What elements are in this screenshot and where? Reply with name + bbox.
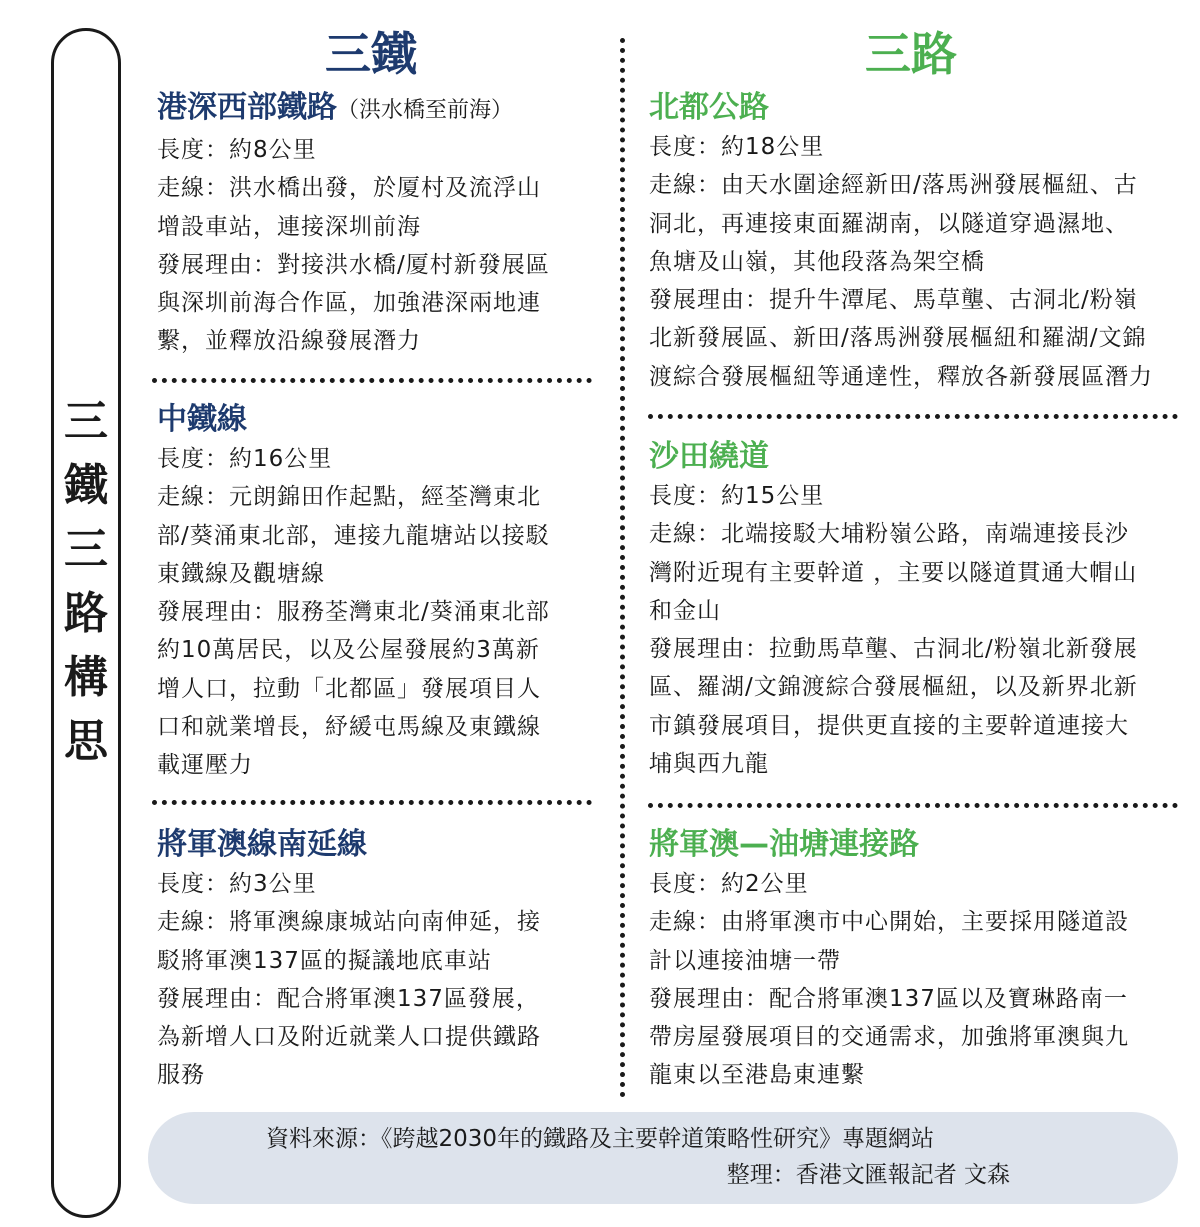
section-subtitle: （洪水橋至前海） — [337, 98, 514, 123]
source-footer — [148, 1112, 1178, 1204]
road-separator — [648, 803, 1178, 808]
section-line: 走線：洪水橋出發，於厦村及流浮山 — [157, 175, 541, 202]
section-title: 中鐵線 — [157, 402, 247, 437]
section-line: 發展理由：配合將軍澳137區發展， — [157, 985, 540, 1012]
section-line: 為新增人口及附近就業人口提供鐵路 — [157, 1024, 541, 1051]
section-line: 渡綜合發展樞紐等通達性，釋放各新發展區潛力 — [649, 363, 1153, 390]
section-line: 載運壓力 — [157, 752, 253, 779]
section-line: 增人口，拉動「北都區」發展項目人 — [157, 675, 541, 702]
section-line: 灣附近現有主要幹道 ，主要以隧道貫通大帽山 — [649, 559, 1138, 586]
side-title-char: 鐵 — [64, 460, 108, 511]
section-line: 口和就業增長，紓緩屯馬線及東鐵線 — [157, 714, 541, 741]
side-title-char: 三 — [64, 396, 108, 447]
section-line: 約10萬居民，以及公屋發展約3萬新 — [157, 637, 540, 664]
section-line: 魚塘及山嶺，其他段落為架空橋 — [649, 248, 985, 275]
section-line: 北新發展區、新田/落馬洲發展樞紐和羅湖/文錦 — [649, 325, 1147, 352]
section-line: 市鎮發展項目，提供更直接的主要幹道連接大 — [649, 712, 1129, 739]
section-line: 發展理由：拉動馬草壟、古洞北/粉嶺北新發展 — [649, 636, 1138, 663]
section-line: 發展理由：對接洪水橋/厦村新發展區 — [157, 251, 550, 278]
section-title: 北都公路 — [649, 90, 769, 125]
rail-section-central — [157, 400, 550, 785]
rail-separator — [152, 378, 592, 383]
section-line: 服務 — [157, 1062, 205, 1089]
section-line: 走線：元朗錦田作起點，經荃灣東北 — [157, 484, 541, 511]
section-line: 計以連接油塘一帶 — [649, 947, 841, 974]
section-line: 駁將軍澳137區的擬議地底車站 — [157, 947, 492, 974]
section-title: 將軍澳線南延線 — [157, 827, 367, 862]
section-line: 長度：約16公里 — [157, 446, 333, 472]
section-line: 增設車站，連接深圳前海 — [157, 213, 421, 240]
section-line: 發展理由：配合將軍澳137區以及寶琳路南一 — [649, 985, 1128, 1012]
rail-separator — [152, 800, 592, 805]
rail-section-west — [157, 88, 550, 361]
side-title-char: 構 — [64, 652, 108, 703]
section-line: 長度：約18公里 — [649, 134, 825, 160]
road-separator — [648, 414, 1178, 419]
section-line: 帶房屋發展項目的交通需求，加強將軍澳與九 — [649, 1024, 1129, 1051]
section-title: 港深西部鐵路 — [157, 90, 337, 125]
section-title: 沙田繞道 — [649, 439, 769, 474]
side-title-char: 路 — [64, 588, 108, 639]
section-line: 走線：由將軍澳市中心開始，主要採用隧道設 — [649, 909, 1129, 936]
section-line: 洞北，再連接東面羅湖南，以隧道穿過濕地、 — [649, 210, 1129, 237]
section-line: 發展理由：服務荃灣東北/葵涌東北部 — [157, 599, 550, 626]
section-line: 東鐵線及觀塘線 — [157, 560, 325, 587]
section-line: 龍東以至港島東連繫 — [649, 1062, 865, 1089]
section-line: 長度：約3公里 — [157, 871, 317, 897]
column-divider — [620, 38, 625, 1098]
side-title — [51, 390, 121, 774]
section-line: 與深圳前海合作區，加強港深兩地連 — [157, 290, 541, 317]
section-line: 長度：約8公里 — [157, 137, 317, 163]
road-section-tko-yautong — [649, 825, 1129, 1095]
source-text: 資料來源：《跨越2030年的鐵路及主要幹道策略性研究》專題網站 — [266, 1126, 935, 1152]
section-line: 和金山 — [649, 597, 721, 624]
side-title-char: 三 — [64, 524, 108, 575]
section-title: 將軍澳—油塘連接路 — [649, 827, 919, 862]
road-section-northern — [649, 88, 1153, 396]
section-line: 區、羅湖/文錦渡綜合發展樞紐，以及新界北新 — [649, 674, 1138, 701]
road-section-shatin — [649, 437, 1138, 783]
road-heading: 三路 — [865, 27, 957, 81]
section-line: 走線：由天水圍途經新田/落馬洲發展樞紐、古 — [649, 172, 1138, 199]
credit-text: 整理：香港文匯報記者 文森 — [726, 1162, 1010, 1188]
side-title-char: 思 — [64, 716, 108, 767]
section-line: 發展理由：提升牛潭尾、馬草壟、古洞北/粉嶺 — [649, 287, 1138, 314]
section-line: 長度：約15公里 — [649, 483, 825, 509]
rail-heading: 三鐵 — [325, 27, 417, 81]
rail-section-tko-south — [157, 825, 541, 1095]
section-line: 長度：約2公里 — [649, 871, 809, 897]
section-line: 部/葵涌東北部，連接九龍塘站以接駁 — [157, 522, 550, 549]
section-line: 埔與西九龍 — [649, 751, 769, 778]
section-line: 繫，並釋放沿線發展潛力 — [157, 328, 421, 355]
section-line: 走線：將軍澳線康城站向南伸延，接 — [157, 909, 541, 936]
section-line: 走線：北端接駁大埔粉嶺公路，南端連接長沙 — [649, 521, 1129, 548]
